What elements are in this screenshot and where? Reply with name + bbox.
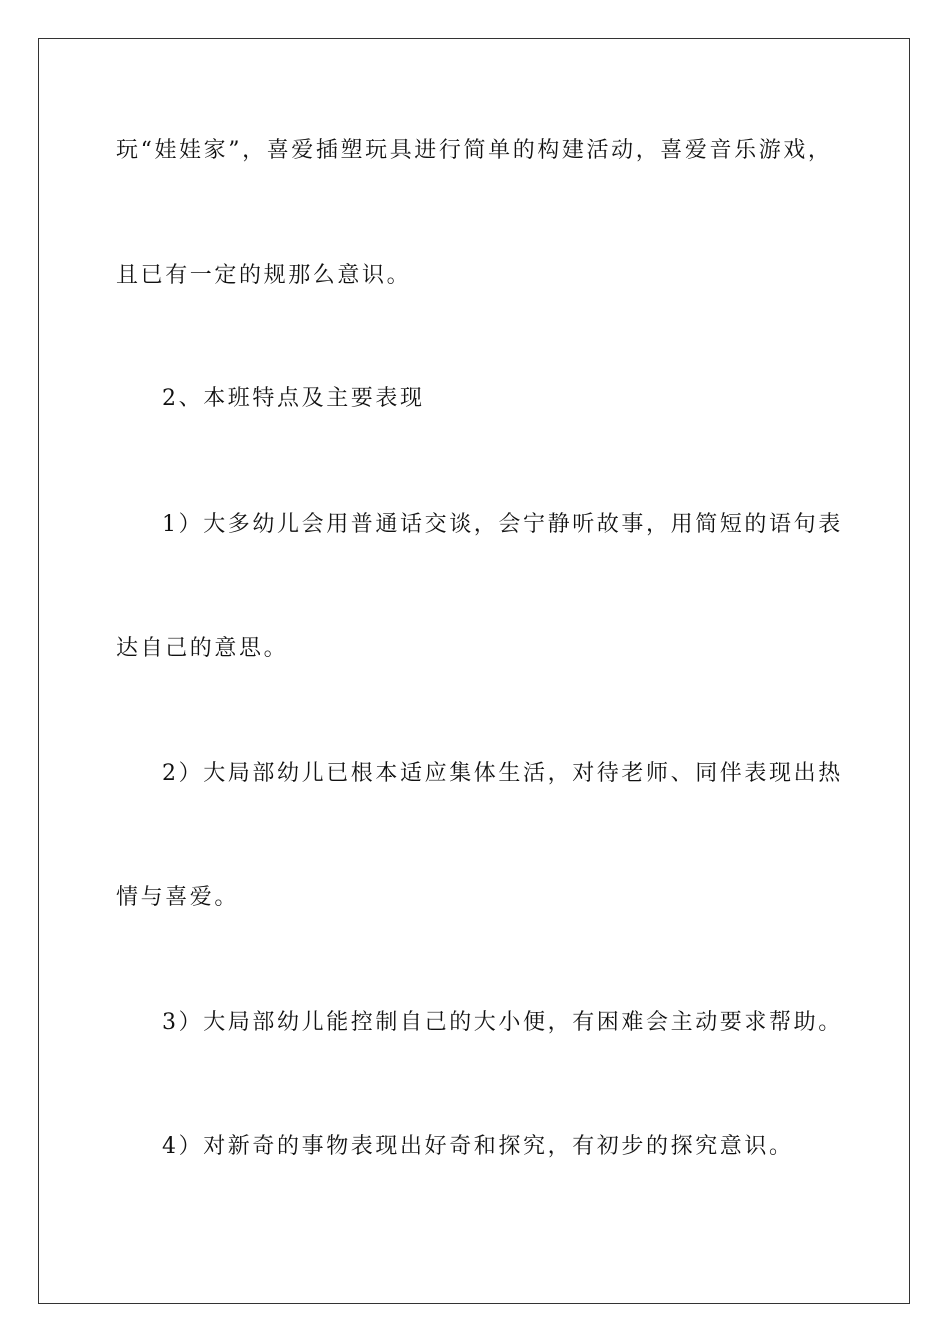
paragraph-continuation-line: 且已有一定的规那么意识。 — [116, 263, 412, 288]
section-heading: 2、本班特点及主要表现 — [162, 386, 425, 411]
paragraph-continuation-line: 玩“娃娃家”，喜爱插塑玩具进行简单的构建活动，喜爱音乐游戏， — [116, 138, 833, 163]
list-item-1-continuation: 达自己的意思。 — [116, 636, 289, 661]
list-item-4-line: 4）对新奇的事物表现出好奇和探究，有初步的探究意识。 — [162, 1134, 794, 1159]
list-item-2-continuation: 情与喜爱。 — [116, 885, 240, 910]
list-item-1-line: 1）大多幼儿会用普通话交谈，会宁静听故事，用简短的语句表 — [162, 512, 843, 537]
page-border — [38, 38, 910, 1304]
list-item-2-line: 2）大局部幼儿已根本适应集体生活，对待老师、同伴表现出热 — [162, 761, 843, 786]
list-item-3-line: 3）大局部幼儿能控制自己的大小便，有困难会主动要求帮助。 — [162, 1010, 843, 1035]
